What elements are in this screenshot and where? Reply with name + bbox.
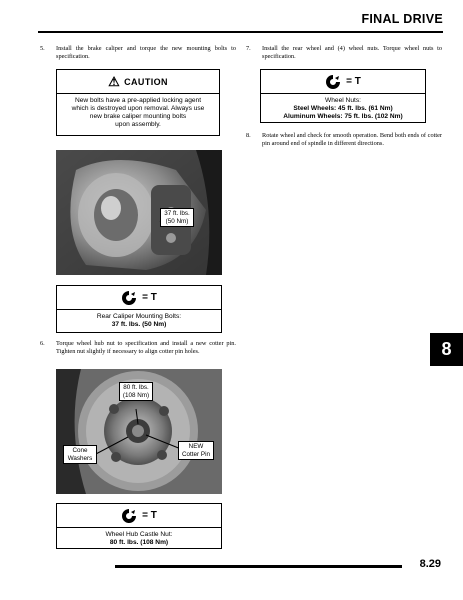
caution-line: which is destroyed upon removal. Always use (71, 105, 205, 112)
step-6-number: 6. (40, 340, 45, 347)
step-8-number: 8. (246, 132, 251, 139)
step-6-text: Torque wheel hub nut to specification and install a new cotter pin. Tighten nut slightly if necessary to align cotter pin holes. (56, 340, 236, 356)
torque-box-header (261, 70, 425, 94)
torque-box-body (57, 528, 221, 547)
section-tab: 8 (430, 333, 463, 366)
step-5-number: 5. (40, 45, 45, 52)
step-8 (246, 132, 442, 158)
caution-line: new brake caliper mounting bolts (89, 113, 187, 120)
step-7-number: 7. (246, 45, 251, 52)
step-5 (40, 45, 236, 63)
warning-triangle-icon: ⚠ (108, 73, 121, 89)
callout-line: Cone (72, 447, 88, 454)
callout-line: (108 Nm) (122, 391, 150, 399)
torque-symbol: = T (142, 510, 157, 521)
torque-box-hub (56, 503, 222, 549)
caliper-photo-image (56, 150, 222, 275)
torque-label: Wheel Nuts: (325, 97, 361, 104)
step-5-text: Install the brake caliper and torque the new mounting bolts to specification. (56, 45, 236, 61)
callout-line: Washers (67, 454, 93, 462)
step-7 (246, 45, 442, 63)
callout-line: 80 ft. lbs. (123, 384, 149, 391)
torque-box-body (57, 310, 221, 329)
torque-wrench-icon (121, 508, 137, 524)
step-7-text: Install the rear wheel and (4) wheel nuts. Torque wheel nuts to specification. (262, 45, 442, 61)
hub-photo (56, 369, 222, 494)
torque-value: 80 ft. lbs. (108 Nm) (109, 539, 169, 546)
header-rule (38, 31, 443, 33)
step-8-text: Rotate wheel and check for smooth operation. Bend both ends of cotter pin around end of spindle in different directions. (262, 132, 442, 148)
caliper-photo (56, 150, 222, 275)
torque-label: Rear Caliper Mounting Bolts: (96, 313, 182, 320)
callout-line: 37 ft. lbs. (164, 210, 190, 217)
section-title: FINAL DRIVE (361, 12, 443, 26)
torque-value: Aluminum Wheels: 75 ft. lbs. (102 Nm) (283, 113, 403, 120)
caution-box (56, 69, 220, 136)
torque-label: Wheel Hub Castle Nut: (105, 531, 173, 538)
callout-line: (50 Nm) (165, 217, 189, 225)
torque-box-wheel (260, 69, 426, 123)
cotter-pin-callout (178, 441, 214, 460)
callout-line: NEW (188, 443, 204, 450)
torque-wrench-icon (325, 74, 341, 90)
torque-value: Steel Wheels: 45 ft. lbs. (61 Nm) (293, 105, 393, 112)
hub-torque-callout (119, 382, 153, 401)
caution-text (57, 94, 219, 129)
cone-washers-callout (63, 445, 97, 464)
step-6 (40, 340, 236, 366)
torque-symbol: = T (142, 292, 157, 303)
footer-rule (115, 565, 402, 568)
torque-box-caliper (56, 285, 222, 333)
caution-line: upon assembly. (115, 121, 161, 128)
callout-line: Cotter Pin (182, 450, 210, 458)
torque-symbol: = T (346, 76, 361, 87)
page-number: 8.29 (419, 558, 441, 570)
torque-value: 37 ft. lbs. (50 Nm) (111, 321, 167, 328)
torque-box-body (261, 94, 425, 121)
caution-title: CAUTION (124, 76, 168, 87)
torque-wrench-icon (121, 290, 137, 306)
caution-header (57, 70, 219, 94)
caution-line: New bolts have a pre-applied locking agent (74, 97, 202, 104)
torque-box-header (57, 504, 221, 528)
torque-box-header (57, 286, 221, 310)
caliper-torque-callout (160, 208, 194, 227)
